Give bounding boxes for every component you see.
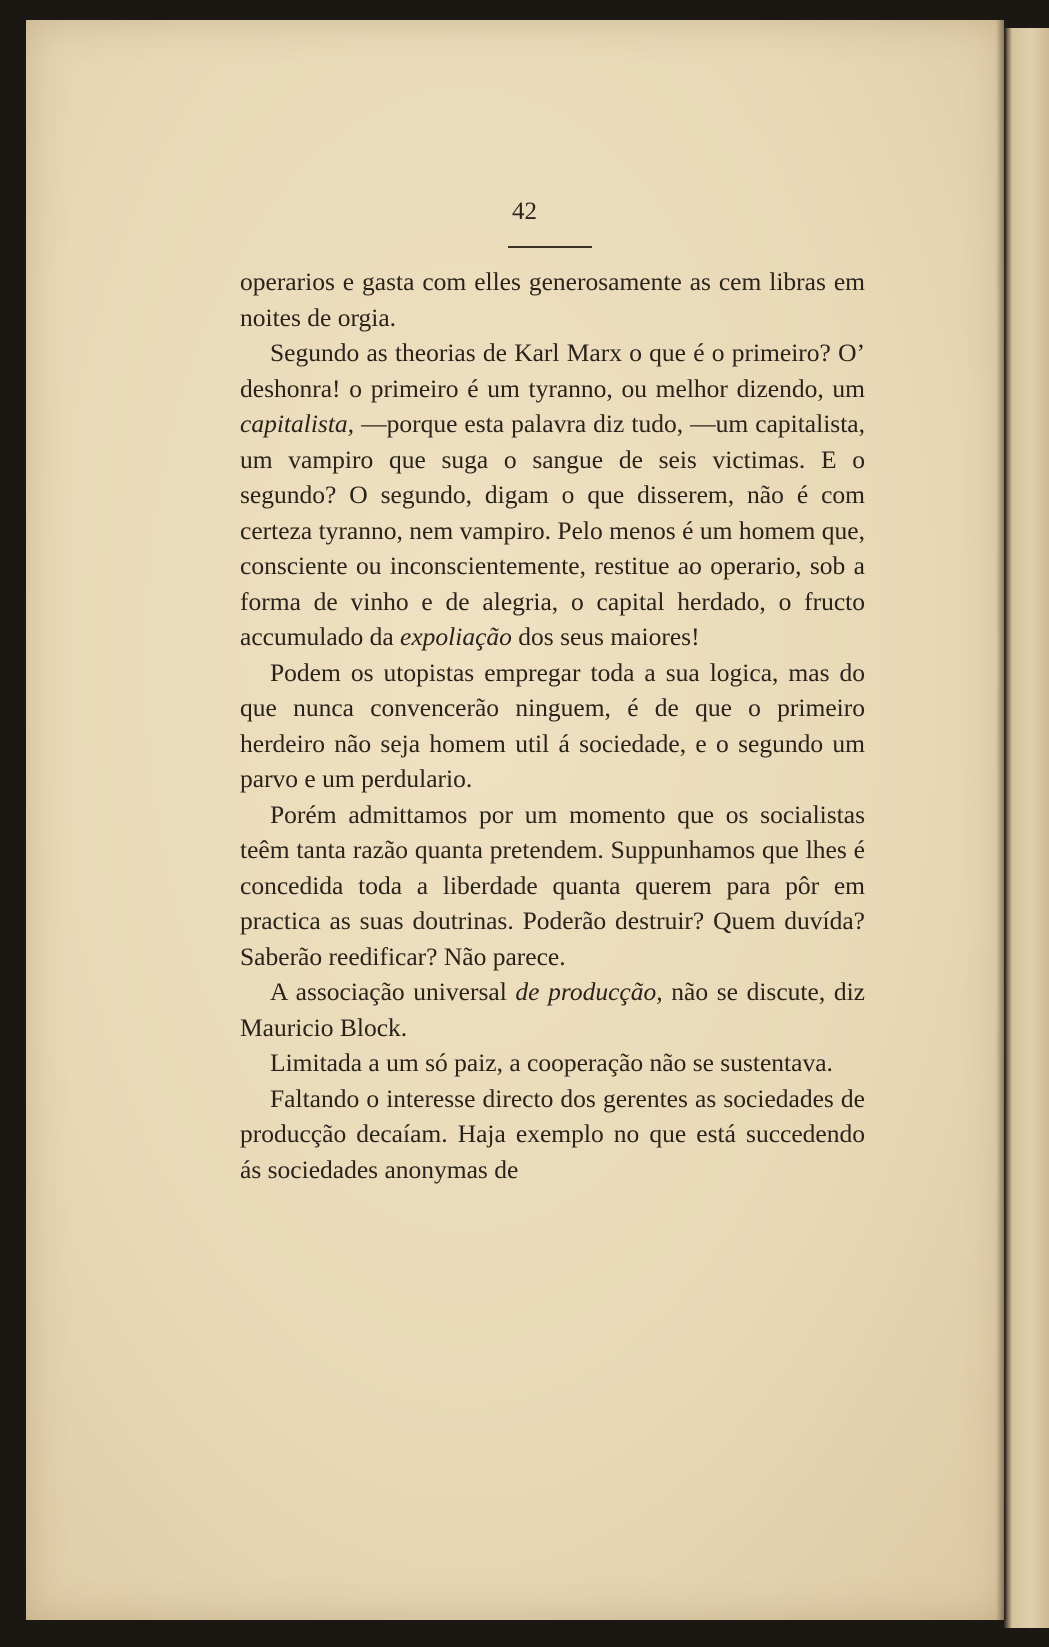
page-gutter-shadow — [996, 20, 1006, 1620]
text-segment: Porém admittamos por um momento que os socialistas teêm tanta razão quanta pretendem. Suppunhamos que lhes é concedida toda a liberdade quanta querem para pôr em practica as suas doutrinas. Poderão destruir? Quem duvída? Saberão reedificar? Não parece. — [240, 799, 865, 971]
text-segment: —porque esta palavra diz tudo, —um capitalista, um vampiro que suga o sangue de seis victimas. E o segundo? O segundo, digam o que disserem, não é com certeza tyranno, nem vampiro. Pelo menos é um homem que, consciente ou inconscientemente, restitue ao operario, sob a forma de vinho e de alegria, o capital herdado, o fructo accumulado da — [240, 409, 865, 651]
text-segment: Segundo as theorias de Karl Marx o que é o primeiro? O’ deshonra! o primeiro é um tyranno, ou melhor dizendo, um — [240, 338, 865, 403]
text-segment: A associação universal — [270, 977, 516, 1006]
italic-term-de-produccao: de producção, — [515, 977, 663, 1006]
text-segment: dos seus maiores! — [511, 622, 700, 651]
adjacent-page-edge — [1004, 28, 1049, 1628]
text-segment: não se discute, diz Mauricio Block. — [240, 977, 865, 1042]
text-segment: Podem os utopistas empregar toda a sua logica, mas do que nunca convencerão ninguem, é de que o primeiro herdeiro não seja homem util á sociedade, e o segundo um parvo e um perdulario. — [240, 657, 865, 793]
paragraph-5 — [240, 974, 865, 1045]
text-segment: Faltando o interesse directo dos gerentes as sociedades de producção decaíam. Haja exemplo no que está succedendo ás sociedades anonymas de — [240, 1083, 865, 1184]
paragraph-6 — [240, 1045, 865, 1081]
page-number: 42 — [512, 198, 537, 225]
paragraph-2 — [240, 335, 865, 655]
body-text — [240, 264, 865, 1187]
italic-term-expoliacao: expoliação — [400, 622, 512, 651]
text-segment: operarios e gasta com elles generosamente as cem libras em noites de orgia. — [240, 267, 865, 332]
header-rule — [508, 246, 592, 248]
italic-term-capitalista: capitalista, — [240, 409, 355, 438]
paragraph-3 — [240, 655, 865, 797]
paragraph-4 — [240, 797, 865, 975]
text-segment: Limitada a um só paiz, a cooperação não se sustentava. — [270, 1048, 833, 1077]
paragraph-7 — [240, 1081, 865, 1188]
paragraph-1 — [240, 264, 865, 335]
